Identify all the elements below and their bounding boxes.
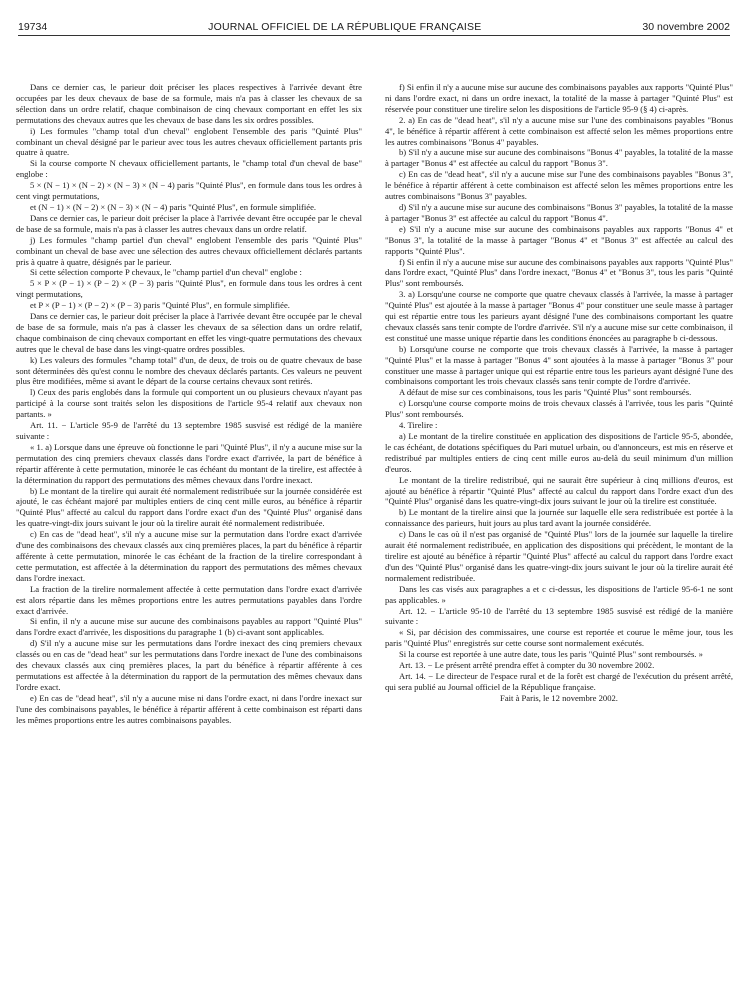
paragraph: e) En cas de "dead heat", s'il n'y a aucune mise ni dans l'ordre exact, ni dans l'ordre inexact sur l'une des combinaisons payables, le bénéfice à répartir afférent à cette combinaison est réparti dans les mêmes proportions entre les autres combinaisons payables.: [16, 692, 362, 725]
paragraph: et P × (P − 1) × (P − 2) × (P − 3) paris "Quinté Plus", en formule simplifiée.: [30, 300, 290, 311]
paragraph: Le montant de la tirelire redistribué, qui ne saurait être supérieur à cinq millions d'euros, est ajouté au bénéfice à répartir "Quinté Plus" affecté au calcul du rapport dans l'ordre exact d'un des "Quinté Plus" organisé dans les quatre-vingt-dix jours suivant le jour où la tirelire est constituée.: [385, 474, 733, 507]
paragraph: k) Les valeurs des formules "champ total" d'un, de deux, de trois ou de quatre chevaux de base sont déterminées dès qu'est connu le nombre des chevaux déclarés partants. Ces valeurs ne peuvent plus être modifiées, même si avant le départ de la course certains chevaux sont retirés.: [16, 354, 362, 387]
article-heading: Art. 13. − Le présent arrêté prendra effet à compter du 30 novembre 2002.: [399, 660, 655, 671]
paragraph: Dans ce dernier cas, le parieur doit préciser la place à l'arrivée devant être occupée par le cheval de base de sa formule, mais n'a pas à classer les autres chevaux dans un ordre relatif.: [16, 212, 362, 234]
paragraph: c) En cas de "dead heat", s'il n'y a aucune mise sur l'une des combinaisons payables "Bonus 3", le bénéfice à répartir afférent à cette combinaison est affecté selon les mêmes proportions entre les autres combinaisons "Bonus 3" payables.: [385, 169, 733, 202]
paragraph: Si la course est reportée à une autre date, tous les paris "Quinté Plus" sont remboursés. »: [399, 649, 703, 660]
paragraph: Dans les cas visés aux paragraphes a et c ci-dessus, les dispositions de l'article 95-6-1 ne sont pas applicables. »: [385, 583, 733, 605]
paragraph: 4. Tirelire :: [399, 420, 438, 431]
paragraph: Dans ce dernier cas, le parieur doit préciser la place à l'arrivée devant être occupée par le cheval de base de sa formule, mais n'a pas à classer les chevaux de sa sélection dans un ordre relatif, chaque combinaison de cinq chevaux comportant en effet les vingt-quatre permutations des chevaux autres que le cheval de base dans les vingt-quatre ordres possibles.: [16, 311, 362, 354]
paragraph: et (N − 1) × (N − 2) × (N − 3) × (N − 4) paris "Quinté Plus", en formule simplifiée.: [30, 201, 317, 212]
paragraph: c) Dans le cas où il n'est pas organisé de "Quinté Plus" lors de la journée sur laquelle la tirelire aurait été normalement redistribuée, en application des dispositions qui précèdent, le montant de la tirelire est ajouté au bénéfice à répartir "Quinté Plus" affecté au calcul du rapport dans l'ordre exact d'un des "Quinté Plus" organisé dans les quatre-vingt-dix jours suivant le jour où la tirelire aurait été normalement redistribuée.: [385, 529, 733, 583]
paragraph: c) Lorsqu'une course comporte moins de trois chevaux classés à l'arrivée, tous les paris "Quinté Plus" sont remboursés.: [385, 398, 733, 420]
article-heading: Art. 14. − Le directeur de l'espace rural et de la forêt est chargé de l'exécution du présent arrêté, qui sera publié au Journal officiel de la République française.: [385, 670, 733, 692]
article-heading: Art. 11. − L'article 95-9 de l'arrêté du 13 septembre 1985 susvisé est rédigé de la manière suivante :: [16, 420, 362, 441]
paragraph: Dans ce dernier cas, le parieur doit préciser les places respectives à l'arrivée devant être occupées par les deux chevaux de base de sa formule, mais n'a pas à classer les chevaux de sa sélection dans un ordre relatif, chaque combinaison de cinq chevaux comportant en effet les six permutations des chevaux autres que les chevaux de base dans les six ordres possibles.: [16, 82, 362, 125]
paragraph: a) Le montant de la tirelire constituée en application des dispositions de l'article 95-5, abondée, le cas échéant, de dotations spécifiques du Pari mutuel urbain, ou d'annonceurs, est mis en réserve et redistribué par multiples entiers de cinq cent mille euros au-delà du seuil minimum d'un million d'euros.: [385, 431, 733, 474]
paragraph: f) Si enfin il n'y a aucune mise sur aucune des combinaisons payables aux rapports "Quinté Plus" dans l'ordre exact, "Quinté Plus" dans l'ordre inexact, "Bonus 4" et "Bonus 3", tous les paris "Quinté Plus" sont remboursés.: [385, 256, 733, 289]
paragraph: d) S'il n'y a aucune mise sur les permutations dans l'ordre inexact des cinq premiers chevaux classés ou en cas de "dead heat" sur les permutations dans l'ordre inexact de l'une des combinaisons des chevaux classés aux cinq premières places, la part du bénéfice à répartir afférente à ces permutations est affectée à la détermination du rapport de la permutation des mêmes chevaux dans l'ordre exact.: [16, 638, 362, 692]
paragraph: d) S'il n'y a aucune mise sur aucune des combinaisons "Bonus 3" payables, la totalité de la masse à partager "Bonus 3" est affectée au calcul du rapport "Bonus 4".: [385, 201, 733, 223]
paragraph: c) En cas de "dead heat", s'il n'y a aucune mise sur la permutation dans l'ordre exact d'arrivée d'une des combinaisons des chevaux classés aux cinq premières places, la part du bénéfice à répartir afférente à cette permutation, minorée le cas échéant de la fraction de la tirelire correspondant à cette permutation, est affectée à la détermination du rapport des permutations des mêmes chevaux dans l'ordre inexact.: [16, 529, 362, 583]
paragraph: « Si, par décision des commissaires, une course est reportée et courue le même jour, tous les paris "Quinté Plus" enregistrés sur cette course sont normalement exécutés.: [385, 627, 733, 649]
paragraph: 3. a) Lorsqu'une course ne comporte que quatre chevaux classés à l'arrivée, la masse à partager "Quinté Plus" est ajoutée à la masse à partager "Bonus 4" pour constituer une seule masse à partager qui est répartie entre tous les parieurs ayant désigné l'une des combinaisons comportant les quatre chevaux classés sans tenir compte de l'ordre d'arrivée. S'il n'y a aucune mise sur cette combinaison, il est constitué une masse unique répartie dans les conditions énoncées au paragraphe b ci-dessous.: [385, 289, 733, 343]
paragraph: A défaut de mise sur ces combinaisons, tous les paris "Quinté Plus" sont remboursés.: [399, 387, 692, 398]
paragraph: b) Le montant de la tirelire qui aurait été normalement redistribuée sur la journée considérée est ajouté, le cas échéant majoré par multiples entiers de cinq cent mille euros, au bénéfice à répartir "Quinté Plus" affecté au calcul du rapport dans l'ordre exact d'un des "Quinté Plus" organisé dans les quatre-vingt-dix jours suivant le jour où la tirelire aurait été normalement redistribuée.: [16, 485, 362, 529]
paragraph: Si enfin, il n'y a aucune mise sur aucune des combinaisons payables au rapport "Quinté Plus" dans l'ordre exact d'arrivée, les dispositions du paragraphe 1 (b) ci-avant sont applicables.: [16, 616, 362, 638]
paragraph: 5 × (N − 1) × (N − 2) × (N − 3) × (N − 4) paris "Quinté Plus", en formule dans tous les ordres à cent vingt permutations,: [16, 180, 362, 202]
paragraph: Si cette sélection comporte P chevaux, le "champ partiel d'un cheval" englobe :: [30, 267, 302, 278]
paragraph: b) Le montant de la tirelire ainsi que la journée sur laquelle elle sera redistribuée est portée à la connaissance des parieurs, huit jours au plus tard avant la journée considérée.: [385, 507, 733, 529]
paragraph: « 1. a) Lorsque dans une épreuve où fonctionne le pari "Quinté Plus", il n'y a aucune mise sur la permutation des cinq premiers chevaux classés dans l'ordre exact d'arrivée, la part de bénéfice à répartir afférente à cette permutation, minorée le cas échéant du montant de la tirelire, est affectée à la détermination du rapport des permutations des mêmes chevaux dans l'ordre inexact.: [16, 441, 362, 485]
signature-line: Fait à Paris, le 12 novembre 2002.: [500, 692, 618, 703]
paragraph: 2. a) En cas de "dead heat", s'il n'y a aucune mise sur l'une des combinaisons payables "Bonus 4", le bénéfice à répartir afférent à cette combinaison est affecté selon les mêmes proportions entre les autres combinaisons "Bonus 4" payables.: [385, 114, 733, 147]
paragraph: e) S'il n'y a aucune mise sur aucune des combinaisons payables aux rapports "Bonus 4" et "Bonus 3", la totalité de la masse à partager "Bonus 4" et "Bonus 3" est affectée au calcul des rapports "Quinté Plus".: [385, 223, 733, 256]
paragraph: 5 × P × (P − 1) × (P − 2) × (P − 3) paris "Quinté Plus", en formule dans tous les ordres à cent vingt permutations,: [16, 278, 362, 300]
article-heading: Art. 12. − L'article 95-10 de l'arrêté du 13 septembre 1985 susvisé est rédigé de la manière suivante :: [385, 605, 733, 627]
paragraph: l) Ceux des paris englobés dans la formule qui comportent un ou plusieurs chevaux n'ayant pas participé à la course sont traités selon les dispositions de l'article 95-4 relatif aux chevaux non partants. »: [16, 387, 362, 420]
paragraph: b) Lorsqu'une course ne comporte que trois chevaux classés à l'arrivée, la masse à partager "Quinté Plus" et la masse à partager "Bonus 4" sont ajoutées à la masse à partager "Bonus 3" pour constituer une masse à partager unique qui est répartie entre tous les parieurs ayant désigné l'une des combinaisons comportant les trois chevaux classés sans tenir compte de l'ordre d'arrivée.: [385, 343, 733, 387]
left-column: [16, 82, 362, 725]
paragraph: b) S'il n'y a aucune mise sur aucune des combinaisons "Bonus 4" payables, la totalité de la masse à partager "Bonus 4" est affectée au calcul du rapport "Bonus 3".: [385, 147, 733, 169]
journal-title: JOURNAL OFFICIEL DE LA RÉPUBLIQUE FRANÇAISE: [208, 21, 482, 33]
right-column: [385, 82, 733, 704]
paragraph: f) Si enfin il n'y a aucune mise sur aucune des combinaisons payables aux rapports "Quinté Plus" ni dans l'ordre exact, ni dans un ordre inexact, la totalité de la masse à partager "Quinté Plus" est réservée pour constituer une tirelire selon les dispositions de l'article 95-9 (§ 4) ci-après.: [385, 82, 733, 114]
paragraph: j) Les formules "champ partiel d'un cheval" englobent l'ensemble des paris "Quinté Plus" combinant un cheval de base avec une sélection des autres chevaux officiellement déclarés partants pris à quatre à quatre, désignés par le parieur.: [16, 234, 362, 267]
page-header: [18, 14, 730, 36]
paragraph: Si la course comporte N chevaux officiellement partants, le "champ total d'un cheval de base" englobe :: [16, 158, 362, 180]
page-number: 19734: [18, 21, 48, 33]
paragraph: La fraction de la tirelire normalement affectée à cette permutation dans l'ordre exact d'arrivée est alors répartie dans les mêmes proportions entre les autres permutations payables dans l'ordre exact d'arrivée.: [16, 583, 362, 616]
publication-date: 30 novembre 2002: [642, 21, 730, 33]
paragraph: i) Les formules "champ total d'un cheval" englobent l'ensemble des paris "Quinté Plus" combinant un cheval désigné par le parieur avec tous les autres chevaux officiellement partants pris quatre à quatre.: [16, 125, 362, 158]
